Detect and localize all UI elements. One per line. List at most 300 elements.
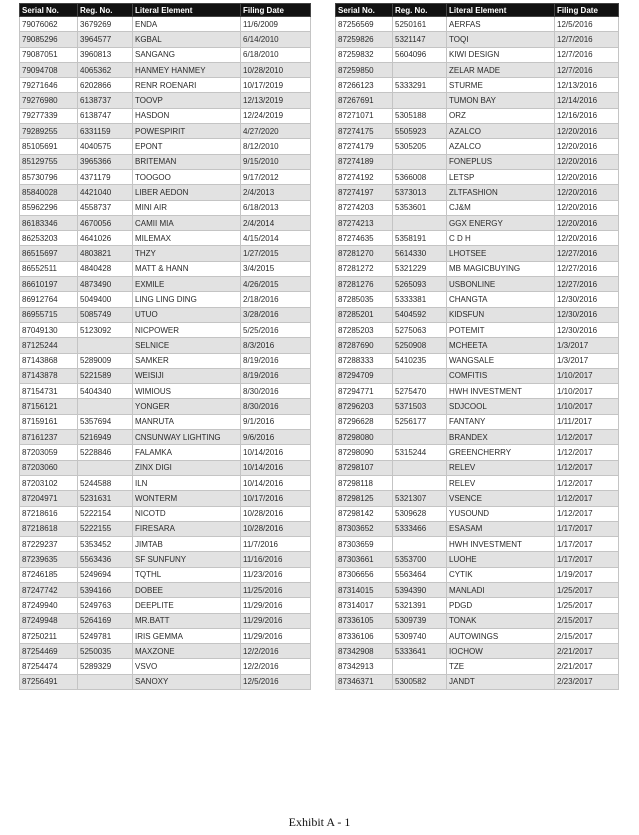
literal-element-cell: YONGER — [133, 399, 241, 414]
filing-date-cell: 1/12/2017 — [555, 475, 619, 490]
table-row — [20, 17, 311, 32]
table-row — [20, 644, 311, 659]
table-row — [336, 628, 619, 643]
table-row — [336, 261, 619, 276]
literal-element-cell: HWH INVESTMENT — [447, 384, 555, 399]
reg-no-cell: 5321307 — [393, 491, 447, 506]
reg-no-cell: 5289329 — [78, 659, 133, 674]
reg-no-cell: 4803821 — [78, 246, 133, 261]
serial-no-cell: 87203059 — [20, 445, 78, 460]
table-row — [20, 445, 311, 460]
serial-no-cell: 86955715 — [20, 307, 78, 322]
table-row — [20, 628, 311, 643]
filing-date-cell: 12/5/2016 — [555, 17, 619, 32]
table-row — [20, 384, 311, 399]
left-trademark-table — [19, 3, 311, 690]
table-row — [336, 307, 619, 322]
table-row — [336, 62, 619, 77]
reg-no-cell: 5563436 — [78, 552, 133, 567]
table-row — [336, 47, 619, 62]
literal-element-cell: JIMTAB — [133, 537, 241, 552]
filing-date-cell: 12/16/2016 — [555, 108, 619, 123]
reg-no-cell: 5563464 — [393, 567, 447, 582]
reg-no-cell: 5289009 — [78, 353, 133, 368]
reg-no-cell: 5275063 — [393, 322, 447, 337]
table-row — [336, 582, 619, 597]
filing-date-cell: 1/17/2017 — [555, 552, 619, 567]
literal-element-cell: MB MAGICBUYING — [447, 261, 555, 276]
table-row — [20, 475, 311, 490]
reg-no-cell — [393, 460, 447, 475]
table-row — [336, 124, 619, 139]
reg-no-cell — [393, 475, 447, 490]
reg-no-cell: 5394166 — [78, 582, 133, 597]
table-row — [336, 231, 619, 246]
filing-date-cell: 11/29/2016 — [241, 613, 311, 628]
filing-date-cell: 12/13/2019 — [241, 93, 311, 108]
literal-element-cell: PDGD — [447, 598, 555, 613]
table-body — [336, 17, 619, 690]
serial-no-cell: 86515697 — [20, 246, 78, 261]
literal-element-cell: EXMILE — [133, 277, 241, 292]
table-row — [336, 460, 619, 475]
reg-no-cell — [393, 368, 447, 383]
filing-date-cell: 4/15/2014 — [241, 231, 311, 246]
serial-no-cell: 79094708 — [20, 62, 78, 77]
table-row — [336, 552, 619, 567]
table-row — [336, 430, 619, 445]
reg-no-cell: 5505923 — [393, 124, 447, 139]
filing-date-cell: 1/10/2017 — [555, 399, 619, 414]
filing-date-cell: 3/28/2016 — [241, 307, 311, 322]
serial-no-cell: 87285035 — [336, 292, 393, 307]
filing-date-cell: 12/7/2016 — [555, 62, 619, 77]
literal-element-cell: C D H — [447, 231, 555, 246]
filing-date-cell: 4/26/2015 — [241, 277, 311, 292]
serial-no-cell: 87274213 — [336, 215, 393, 230]
filing-date-cell: 3/4/2015 — [241, 261, 311, 276]
filing-date-cell: 1/3/2017 — [555, 353, 619, 368]
reg-no-cell: 4558737 — [78, 200, 133, 215]
serial-no-cell: 87246185 — [20, 567, 78, 582]
reg-no-cell: 4421040 — [78, 185, 133, 200]
serial-no-cell: 87306656 — [336, 567, 393, 582]
filing-date-cell: 1/17/2017 — [555, 537, 619, 552]
reg-no-cell: 5123092 — [78, 322, 133, 337]
reg-no-cell: 5256177 — [393, 414, 447, 429]
table-row — [20, 414, 311, 429]
serial-no-cell: 87281272 — [336, 261, 393, 276]
literal-element-cell: CHANGTA — [447, 292, 555, 307]
serial-no-cell: 87049130 — [20, 322, 78, 337]
filing-date-cell: 12/2/2016 — [241, 644, 311, 659]
table-row — [336, 246, 619, 261]
table-row — [20, 567, 311, 582]
serial-no-cell: 87274189 — [336, 154, 393, 169]
reg-no-cell: 5249694 — [78, 567, 133, 582]
filing-date-cell: 10/17/2019 — [241, 78, 311, 93]
literal-element-cell: WANGSALE — [447, 353, 555, 368]
serial-no-cell: 87285203 — [336, 322, 393, 337]
filing-date-cell: 10/28/2016 — [241, 521, 311, 536]
literal-element-cell: CYTIK — [447, 567, 555, 582]
reg-no-cell — [393, 430, 447, 445]
literal-element-cell: LING LING DING — [133, 292, 241, 307]
literal-element-cell: POWESPIRIT — [133, 124, 241, 139]
header-serial-no: Serial No. — [336, 4, 393, 17]
table-row — [20, 613, 311, 628]
table-row — [336, 613, 619, 628]
header-literal-element: Literal Element — [133, 4, 241, 17]
table-row — [336, 277, 619, 292]
filing-date-cell: 10/28/2016 — [241, 506, 311, 521]
serial-no-cell: 87342908 — [336, 644, 393, 659]
filing-date-cell: 8/12/2010 — [241, 139, 311, 154]
serial-no-cell: 87303661 — [336, 552, 393, 567]
reg-no-cell: 4840428 — [78, 261, 133, 276]
reg-no-cell: 5300582 — [393, 674, 447, 689]
serial-no-cell: 87250211 — [20, 628, 78, 643]
reg-no-cell: 5333466 — [393, 521, 447, 536]
literal-element-cell: TQTHL — [133, 567, 241, 582]
header-literal-element: Literal Element — [447, 4, 555, 17]
filing-date-cell: 1/10/2017 — [555, 384, 619, 399]
filing-date-cell: 1/25/2017 — [555, 598, 619, 613]
literal-element-cell: LUOHE — [447, 552, 555, 567]
serial-no-cell: 87298125 — [336, 491, 393, 506]
table-row — [20, 506, 311, 521]
literal-element-cell: SANGANG — [133, 47, 241, 62]
table-body — [20, 17, 311, 690]
header-reg-no: Reg. No. — [78, 4, 133, 17]
reg-no-cell: 5250908 — [393, 338, 447, 353]
serial-no-cell: 87296628 — [336, 414, 393, 429]
table-row — [20, 62, 311, 77]
literal-element-cell: DOBEE — [133, 582, 241, 597]
literal-element-cell: ORZ — [447, 108, 555, 123]
serial-no-cell: 87267691 — [336, 93, 393, 108]
literal-element-cell: TUMON BAY — [447, 93, 555, 108]
filing-date-cell: 12/30/2016 — [555, 322, 619, 337]
serial-no-cell: 79271646 — [20, 78, 78, 93]
table-row — [336, 506, 619, 521]
table-row — [336, 108, 619, 123]
reg-no-cell — [393, 93, 447, 108]
literal-element-cell: BRANDEX — [447, 430, 555, 445]
filing-date-cell: 12/7/2016 — [555, 47, 619, 62]
filing-date-cell: 12/20/2016 — [555, 124, 619, 139]
table-row — [336, 414, 619, 429]
filing-date-cell: 12/20/2016 — [555, 154, 619, 169]
reg-no-cell: 5321229 — [393, 261, 447, 276]
table-row — [336, 644, 619, 659]
filing-date-cell: 11/25/2016 — [241, 582, 311, 597]
serial-no-cell: 87298090 — [336, 445, 393, 460]
serial-no-cell: 87161237 — [20, 430, 78, 445]
literal-element-cell: MINI AIR — [133, 200, 241, 215]
reg-no-cell: 5358191 — [393, 231, 447, 246]
reg-no-cell — [393, 537, 447, 552]
filing-date-cell: 12/2/2016 — [241, 659, 311, 674]
filing-date-cell: 5/25/2016 — [241, 322, 311, 337]
exhibit-caption: Exhibit A - 1 — [288, 815, 351, 829]
reg-no-cell: 5249781 — [78, 628, 133, 643]
table-row — [20, 353, 311, 368]
table-row — [20, 154, 311, 169]
header-filing-date: Filing Date — [241, 4, 311, 17]
filing-date-cell: 12/20/2016 — [555, 185, 619, 200]
serial-no-cell: 87203102 — [20, 475, 78, 490]
serial-no-cell: 85105691 — [20, 139, 78, 154]
serial-no-cell: 87314015 — [336, 582, 393, 597]
table-row — [336, 169, 619, 184]
reg-no-cell — [78, 460, 133, 475]
reg-no-cell: 5410235 — [393, 353, 447, 368]
table-row — [20, 582, 311, 597]
serial-no-cell: 79289255 — [20, 124, 78, 139]
filing-date-cell: 1/10/2017 — [555, 368, 619, 383]
right-trademark-table — [335, 3, 619, 690]
reg-no-cell: 5404592 — [393, 307, 447, 322]
literal-element-cell: DEEPLITE — [133, 598, 241, 613]
filing-date-cell: 2/15/2017 — [555, 613, 619, 628]
literal-element-cell: GREENCHERRY — [447, 445, 555, 460]
serial-no-cell: 86253203 — [20, 231, 78, 246]
table-header — [20, 4, 311, 17]
filing-date-cell: 10/17/2016 — [241, 491, 311, 506]
serial-no-cell: 87287690 — [336, 338, 393, 353]
reg-no-cell: 5275470 — [393, 384, 447, 399]
filing-date-cell: 12/30/2016 — [555, 292, 619, 307]
filing-date-cell: 12/5/2016 — [241, 674, 311, 689]
filing-date-cell: 1/12/2017 — [555, 445, 619, 460]
serial-no-cell: 79076062 — [20, 17, 78, 32]
serial-no-cell: 87143878 — [20, 368, 78, 383]
table-row — [20, 368, 311, 383]
filing-date-cell: 2/4/2014 — [241, 215, 311, 230]
table-row — [20, 32, 311, 47]
filing-date-cell: 11/7/2016 — [241, 537, 311, 552]
serial-no-cell: 87254474 — [20, 659, 78, 674]
literal-element-cell: VSVO — [133, 659, 241, 674]
reg-no-cell: 5353700 — [393, 552, 447, 567]
serial-no-cell: 87254469 — [20, 644, 78, 659]
reg-no-cell: 5315244 — [393, 445, 447, 460]
literal-element-cell: TOOGOO — [133, 169, 241, 184]
filing-date-cell: 11/6/2009 — [241, 17, 311, 32]
literal-element-cell: RENR ROENARI — [133, 78, 241, 93]
literal-element-cell: IRIS GEMMA — [133, 628, 241, 643]
literal-element-cell: THZY — [133, 246, 241, 261]
table-row — [20, 399, 311, 414]
table-row — [336, 32, 619, 47]
literal-element-cell: RELEV — [447, 475, 555, 490]
literal-element-cell: ENDA — [133, 17, 241, 32]
literal-element-cell: FONEPLUS — [447, 154, 555, 169]
reg-no-cell: 6138737 — [78, 93, 133, 108]
reg-no-cell: 5085749 — [78, 307, 133, 322]
filing-date-cell: 12/7/2016 — [555, 32, 619, 47]
reg-no-cell — [393, 62, 447, 77]
literal-element-cell: KIDSFUN — [447, 307, 555, 322]
table-row — [20, 521, 311, 536]
reg-no-cell — [78, 399, 133, 414]
table-row — [336, 521, 619, 536]
table-row — [20, 552, 311, 567]
filing-date-cell: 6/14/2010 — [241, 32, 311, 47]
table-row — [20, 124, 311, 139]
table-row — [20, 322, 311, 337]
serial-no-cell: 87259850 — [336, 62, 393, 77]
table-row — [336, 537, 619, 552]
table-row — [336, 215, 619, 230]
filing-date-cell: 1/12/2017 — [555, 491, 619, 506]
reg-no-cell — [78, 338, 133, 353]
reg-no-cell: 3964577 — [78, 32, 133, 47]
reg-no-cell: 6331159 — [78, 124, 133, 139]
filing-date-cell: 12/20/2016 — [555, 200, 619, 215]
literal-element-cell: CNSUNWAY LIGHTING — [133, 430, 241, 445]
serial-no-cell: 87259832 — [336, 47, 393, 62]
filing-date-cell: 10/14/2016 — [241, 445, 311, 460]
serial-no-cell: 87249940 — [20, 598, 78, 613]
filing-date-cell: 9/15/2010 — [241, 154, 311, 169]
literal-element-cell: ILN — [133, 475, 241, 490]
table-row — [20, 674, 311, 689]
table-row — [336, 567, 619, 582]
reg-no-cell: 5366008 — [393, 169, 447, 184]
filing-date-cell: 10/14/2016 — [241, 460, 311, 475]
serial-no-cell: 87229237 — [20, 537, 78, 552]
literal-element-cell: GGX ENERGY — [447, 215, 555, 230]
filing-date-cell: 2/4/2013 — [241, 185, 311, 200]
serial-no-cell: 87298080 — [336, 430, 393, 445]
filing-date-cell: 12/14/2016 — [555, 93, 619, 108]
filing-date-cell: 1/19/2017 — [555, 567, 619, 582]
filing-date-cell: 1/17/2017 — [555, 521, 619, 536]
serial-no-cell: 87294709 — [336, 368, 393, 383]
table-row — [20, 231, 311, 246]
serial-no-cell: 87336105 — [336, 613, 393, 628]
filing-date-cell: 12/13/2016 — [555, 78, 619, 93]
reg-no-cell: 5353601 — [393, 200, 447, 215]
literal-element-cell: AZALCO — [447, 124, 555, 139]
serial-no-cell: 87281270 — [336, 246, 393, 261]
literal-element-cell: NICPOWER — [133, 322, 241, 337]
table-row — [336, 139, 619, 154]
table-row — [336, 353, 619, 368]
serial-no-cell: 87271071 — [336, 108, 393, 123]
serial-no-cell: 87266123 — [336, 78, 393, 93]
reg-no-cell: 5265093 — [393, 277, 447, 292]
literal-element-cell: FANTANY — [447, 414, 555, 429]
serial-no-cell: 87298107 — [336, 460, 393, 475]
reg-no-cell: 5222154 — [78, 506, 133, 521]
literal-element-cell: MR.BATT — [133, 613, 241, 628]
literal-element-cell: AERFAS — [447, 17, 555, 32]
literal-element-cell: STURME — [447, 78, 555, 93]
table-row — [20, 659, 311, 674]
serial-no-cell: 87298118 — [336, 475, 393, 490]
filing-date-cell: 12/30/2016 — [555, 307, 619, 322]
reg-no-cell: 4641026 — [78, 231, 133, 246]
literal-element-cell: TZE — [447, 659, 555, 674]
table-row — [336, 78, 619, 93]
reg-no-cell: 4065362 — [78, 62, 133, 77]
serial-no-cell: 87259826 — [336, 32, 393, 47]
table-row — [336, 674, 619, 689]
reg-no-cell: 5231631 — [78, 491, 133, 506]
reg-no-cell: 5249763 — [78, 598, 133, 613]
serial-no-cell: 87303652 — [336, 521, 393, 536]
serial-no-cell: 86552511 — [20, 261, 78, 276]
serial-no-cell: 79276980 — [20, 93, 78, 108]
literal-element-cell: EPONT — [133, 139, 241, 154]
literal-element-cell: HANMEY HANMEY — [133, 62, 241, 77]
serial-no-cell: 86183346 — [20, 215, 78, 230]
serial-no-cell: 87247742 — [20, 582, 78, 597]
table-row — [20, 537, 311, 552]
table-row — [20, 491, 311, 506]
reg-no-cell: 5228846 — [78, 445, 133, 460]
serial-no-cell: 87285201 — [336, 307, 393, 322]
serial-no-cell: 87256491 — [20, 674, 78, 689]
serial-no-cell: 79277339 — [20, 108, 78, 123]
literal-element-cell: UTUO — [133, 307, 241, 322]
literal-element-cell: AUTOWINGS — [447, 628, 555, 643]
serial-no-cell: 86610197 — [20, 277, 78, 292]
header-serial-no: Serial No. — [20, 4, 78, 17]
literal-element-cell: MANLADI — [447, 582, 555, 597]
table-row — [20, 139, 311, 154]
reg-no-cell: 5614330 — [393, 246, 447, 261]
filing-date-cell: 11/29/2016 — [241, 598, 311, 613]
literal-element-cell: BRITEMAN — [133, 154, 241, 169]
literal-element-cell: KIWI DESIGN — [447, 47, 555, 62]
table-row — [336, 93, 619, 108]
table-row — [336, 185, 619, 200]
filing-date-cell: 2/18/2016 — [241, 292, 311, 307]
filing-date-cell: 1/3/2017 — [555, 338, 619, 353]
literal-element-cell: MILEMAX — [133, 231, 241, 246]
table-row — [20, 47, 311, 62]
table-row — [336, 598, 619, 613]
serial-no-cell: 79087051 — [20, 47, 78, 62]
reg-no-cell: 5333381 — [393, 292, 447, 307]
literal-element-cell: JANDT — [447, 674, 555, 689]
table-row — [20, 169, 311, 184]
filing-date-cell: 2/15/2017 — [555, 628, 619, 643]
filing-date-cell: 1/12/2017 — [555, 506, 619, 521]
table-row — [336, 399, 619, 414]
serial-no-cell: 87298142 — [336, 506, 393, 521]
literal-element-cell: MAXZONE — [133, 644, 241, 659]
literal-element-cell: CAMII MIA — [133, 215, 241, 230]
literal-element-cell: TOOVP — [133, 93, 241, 108]
literal-element-cell: SF SUNFUNY — [133, 552, 241, 567]
table-row — [20, 307, 311, 322]
serial-no-cell: 87239635 — [20, 552, 78, 567]
reg-no-cell: 5394390 — [393, 582, 447, 597]
literal-element-cell: USBONLINE — [447, 277, 555, 292]
reg-no-cell: 4670056 — [78, 215, 133, 230]
literal-element-cell: WEISIJI — [133, 368, 241, 383]
literal-element-cell: FALAMKA — [133, 445, 241, 460]
filing-date-cell: 4/27/2020 — [241, 124, 311, 139]
serial-no-cell: 87281276 — [336, 277, 393, 292]
serial-no-cell: 85730796 — [20, 169, 78, 184]
reg-no-cell: 5049400 — [78, 292, 133, 307]
